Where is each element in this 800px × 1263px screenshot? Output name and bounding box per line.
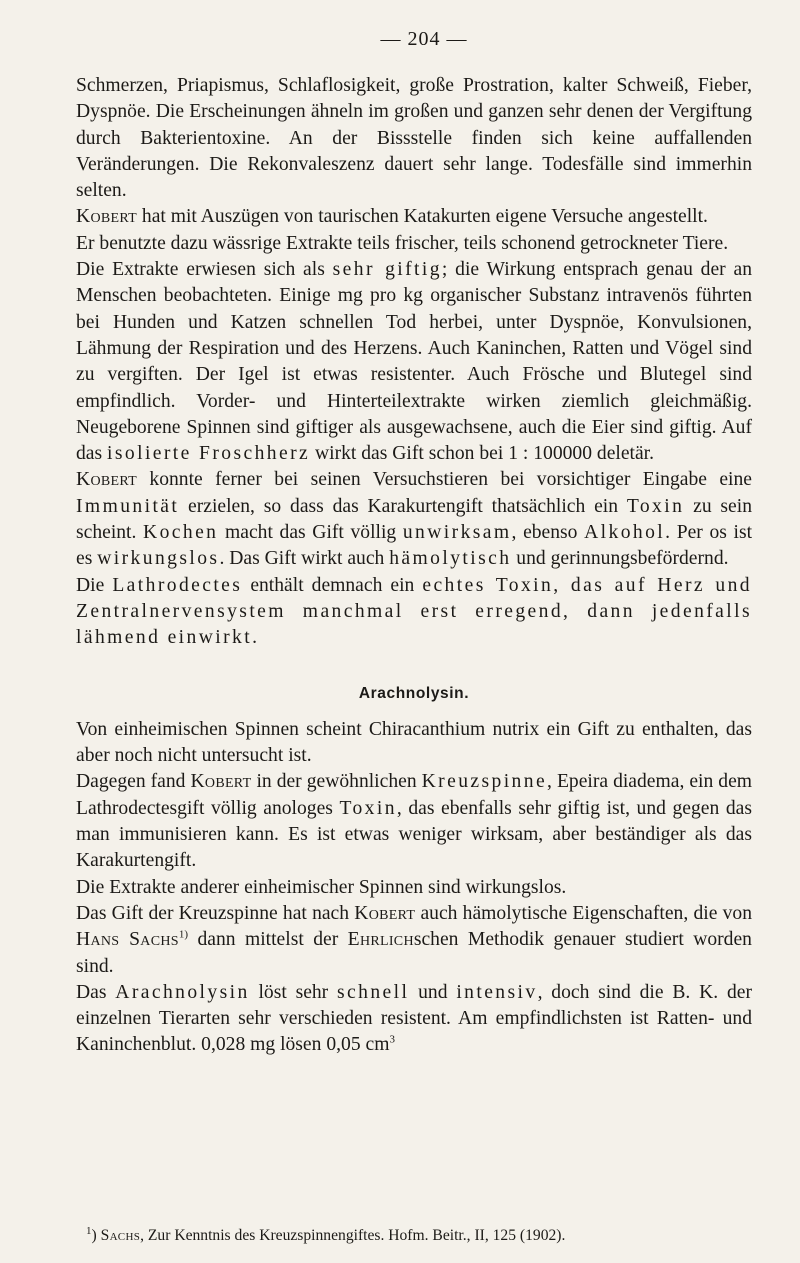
text-run: löst sehr bbox=[249, 981, 338, 1003]
text-run: macht das Gift völlig bbox=[218, 522, 403, 544]
text-run: Schmerzen, Priapismus, Schlaflosigkeit, große Prostration, kalter Schweiß, Fieber, Dyspnöe. Die Erscheinungen ähneln im großen und ganzen sehr denen der Vergiftung durch Bakterientoxine. An der Bissstelle finden sich keine auffallenden Veränderungen. Die Rekonvaleszenz dauert sehr lange. Todesfälle sind immerhin selten. bbox=[76, 75, 752, 202]
text-run: , ebenso bbox=[511, 522, 585, 544]
emphasis-text: echtes Toxin, das auf Herz und Zentralnervensystem manchmal erst erregend, dann jedenfalls lähmend einwirkt bbox=[76, 574, 752, 649]
text-run: , Zur Kenntnis des Kreuzspinnengiftes. Hofm. Beitr., II, 125 (1902). bbox=[140, 1227, 566, 1244]
text-run: wirkt das Gift schon bei 1 : 100000 deletär. bbox=[310, 443, 655, 465]
paragraph bbox=[76, 980, 752, 1059]
footnote bbox=[86, 1226, 760, 1246]
superscript: 1 bbox=[86, 1224, 92, 1237]
text-run: Dagegen fand bbox=[76, 771, 191, 793]
text-run: , doch sind die B. K. der einzelnen Tierarten sehr verschieden resistent. Am empfindlichsten ist Ratten- und Kaninchenblut. 0,028 mg lösen 0,05 cm bbox=[76, 981, 753, 1056]
emphasis-text: Kobert bbox=[190, 771, 252, 793]
emphasis-text: intensiv bbox=[456, 981, 538, 1003]
paragraph bbox=[76, 901, 752, 980]
text-run: schen Methodik genauer studiert worden sind. bbox=[76, 929, 752, 977]
text-run: zu sein scheint. bbox=[76, 495, 752, 544]
text-run: erzielen, so dass das Karakurtengift thatsächlich ein bbox=[179, 495, 627, 517]
emphasis-text: Toxin bbox=[339, 797, 397, 819]
paragraph bbox=[76, 573, 752, 652]
emphasis-text: Hans Sachs bbox=[76, 929, 179, 951]
text-run: Das Gift der Kreuzspinne hat nach bbox=[76, 902, 355, 924]
emphasis-text: isolierte Froschherz bbox=[107, 443, 311, 465]
emphasis-text: Kobert bbox=[354, 902, 416, 924]
paragraph bbox=[76, 717, 752, 770]
paragraph bbox=[76, 875, 752, 901]
text-run: in der gewöhnlichen bbox=[251, 771, 422, 793]
paragraph bbox=[76, 73, 752, 204]
text-run: hat mit Auszügen von taurischen Katakurten eigene Versuche angestellt. bbox=[137, 206, 708, 228]
emphasis-text: Kreuzspinne bbox=[421, 771, 548, 793]
text-run: Die Extrakte anderer einheimischer Spinnen sind wirkungslos. bbox=[76, 876, 567, 898]
text-run: dann mittelst der bbox=[188, 929, 348, 951]
emphasis-text: Kobert bbox=[76, 469, 137, 491]
text-run: Die Extrakte erwiesen sich als bbox=[76, 259, 333, 281]
text-run: Er benutzte dazu wässrige Extrakte teils frischer, teils schonend getrockneter Tiere. bbox=[76, 232, 729, 254]
emphasis-text: hämolytisch bbox=[389, 548, 512, 570]
text-run: konnte ferner bei seinen Versuchstieren bei vorsichtiger Eingabe eine bbox=[137, 469, 752, 491]
main-text bbox=[76, 73, 752, 1059]
emphasis-text: Alkohol bbox=[584, 522, 666, 544]
section-heading: Arachnolysin. bbox=[358, 684, 470, 702]
emphasis-text: Immunität bbox=[76, 495, 180, 517]
emphasis-text: Kochen bbox=[143, 522, 219, 544]
paragraph bbox=[76, 467, 752, 572]
paragraph bbox=[76, 257, 752, 467]
text-run: und bbox=[409, 981, 457, 1003]
text-run: Die bbox=[76, 574, 113, 596]
text-run: . bbox=[252, 627, 257, 649]
text-block-arachnolysin bbox=[76, 717, 752, 1059]
emphasis-text: Toxin bbox=[626, 495, 685, 517]
paragraph bbox=[76, 769, 752, 874]
page-number: — 204 — bbox=[380, 28, 468, 50]
text-block-intro bbox=[76, 73, 752, 652]
emphasis-text: Kobert bbox=[76, 206, 137, 228]
emphasis-text: Arachnolysin bbox=[115, 981, 250, 1003]
emphasis-text: sehr giftig bbox=[332, 259, 442, 281]
text-run: auch hämolytische Eigenschaften, die von bbox=[415, 902, 752, 924]
text-run: ) bbox=[91, 1227, 101, 1244]
text-run: enthält demnach ein bbox=[242, 574, 423, 596]
text-run: . Das Gift wirkt auch bbox=[219, 548, 390, 570]
emphasis-text: Sachs bbox=[100, 1227, 141, 1244]
text-run: und gerinnungsbefördernd. bbox=[511, 548, 729, 570]
emphasis-text: schnell bbox=[337, 981, 410, 1003]
paragraph bbox=[76, 204, 752, 230]
text-run: ; die Wirkung entsprach genau der an Menschen beobachteten. Einige mg pro kg organischer Substanz intravenös führten bei Hunden und Katzen schnellen Tod herbei, unter Dyspnöe, Konvulsionen, Lähmung der Respiration und des Herzens. Auch Kaninchen, Ratten und Vögel sind zu vergiften. Der Igel ist etwas resistenter. Auch Frösche und Blutegel sind empfindlich. Vorder- und Hinterteilextrakte wirken ziemlich gleichmäßig. Neugeborene Spinnen sind giftiger als ausgewachsene, auch die Eier sind giftig. Auf das bbox=[76, 259, 752, 465]
text-run: Das bbox=[76, 981, 116, 1003]
text-run: , das ebenfalls sehr giftig ist, und gegen das man immunisieren kann. Es ist etwas weniger wirksam, aber beständiger als das Karakurtengift. bbox=[76, 797, 752, 872]
text-run: Von einheimischen Spinnen scheint Chiracanthium nutrix ein Gift zu enthalten, das aber noch nicht untersucht ist. bbox=[76, 718, 752, 767]
superscript: 1) bbox=[178, 928, 189, 941]
superscript: 3 bbox=[389, 1033, 395, 1046]
emphasis-text: Lathrodectes bbox=[112, 574, 243, 596]
emphasis-text: Ehrlich bbox=[347, 929, 414, 951]
text-run: . Per os ist es bbox=[76, 522, 753, 570]
paragraph bbox=[76, 231, 752, 257]
text-run: , Epeira diadema, ein dem Lathrodectesgift völlig anologes bbox=[76, 771, 753, 819]
emphasis-text: unwirksam bbox=[402, 522, 512, 544]
emphasis-text: wirkungslos bbox=[97, 548, 220, 570]
